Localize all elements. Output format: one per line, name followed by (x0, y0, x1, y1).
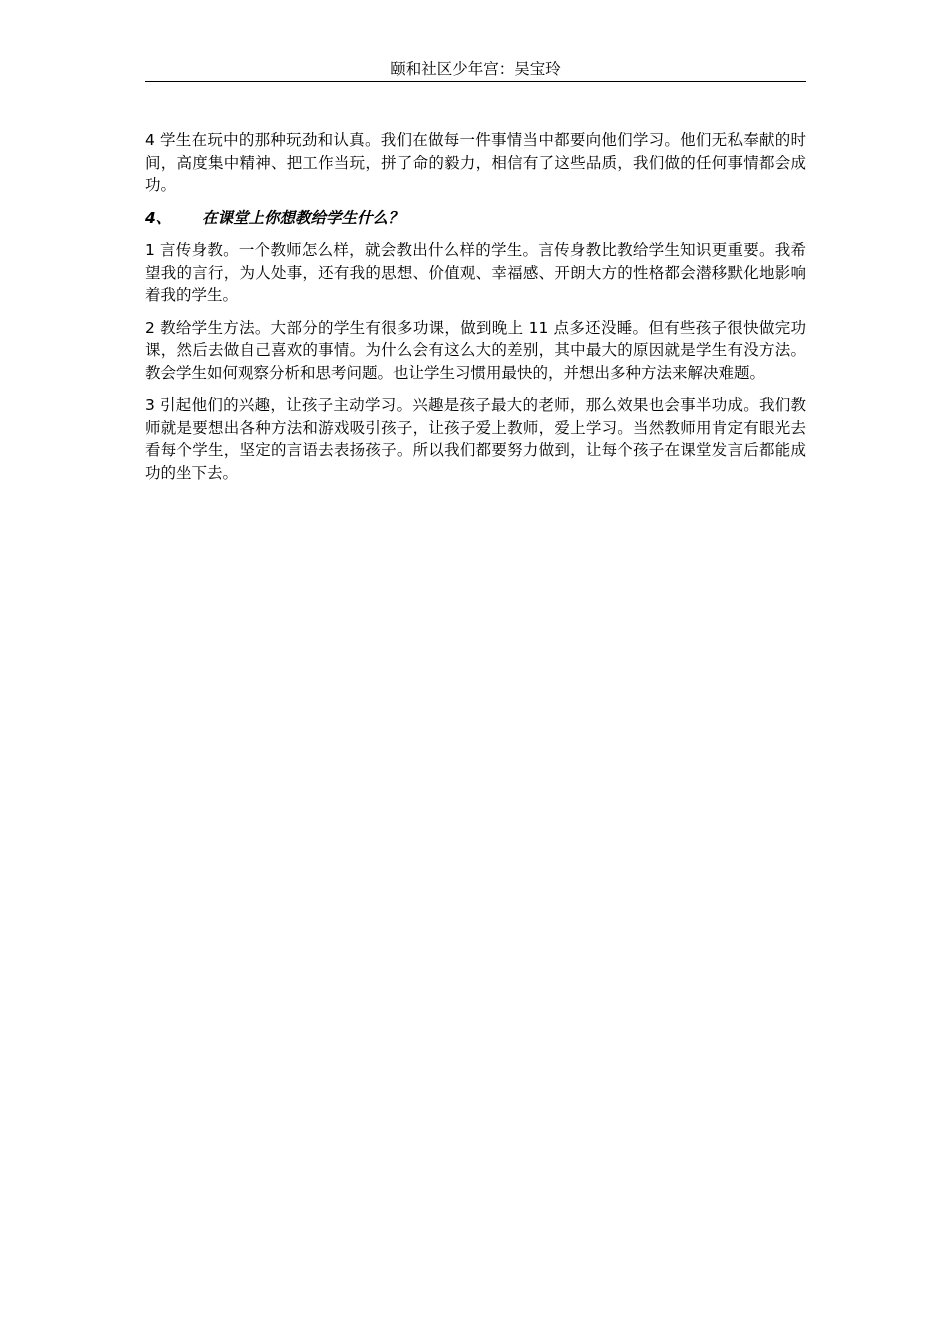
paragraph-point-3: 3 引起他们的兴趣，让孩子主动学习。兴趣是孩子最大的老师，那么效果也会事半功成。我们教师就是要想出各种方法和游戏吸引孩子，让孩子爱上教师，爱上学习。当然教师用肯定有眼光去看每个学生，坚定的言语去表扬孩子。所以我们都要努力做到，让每个孩子在课堂发言后都能成功的坐下去。 (145, 396, 806, 482)
paragraph-point-1: 1 言传身教。一个教师怎么样，就会教出什么样的学生。言传身教比教给学生知识更重要。我希望我的言行，为人处事，还有我的思想、价值观、幸福感、开朗大方的性格都会潜移默化地影响着我的学生。 (145, 241, 806, 304)
paragraph-point-2: 2 教给学生方法。大部分的学生有很多功课，做到晚上 11 点多还没睡。但有些孩子很快做完功课，然后去做自己喜欢的事情。为什么会有这么大的差别，其中最大的原因就是学生有没方法。教会学生如何观察分析和思考问题。也让学生习惯用最快的，并想出多种方法来解决难题。 (145, 318, 806, 382)
document-body (145, 129, 806, 494)
page-header: 颐和社区少年宫：吴宝玲 (390, 60, 561, 78)
header-divider (145, 81, 806, 82)
section-heading (145, 207, 806, 230)
section-number: 4、 (145, 208, 172, 227)
section-title: 在课堂上你想教给学生什么？ (202, 208, 404, 227)
paragraph-point-4-play: 4 学生在玩中的那种玩劲和认真。我们在做每一件事情当中都要向他们学习。他们无私奉献的时间，高度集中精神、把工作当玩，拼了命的毅力，相信有了这些品质，我们做的任何事情都会成功。 (145, 131, 806, 194)
